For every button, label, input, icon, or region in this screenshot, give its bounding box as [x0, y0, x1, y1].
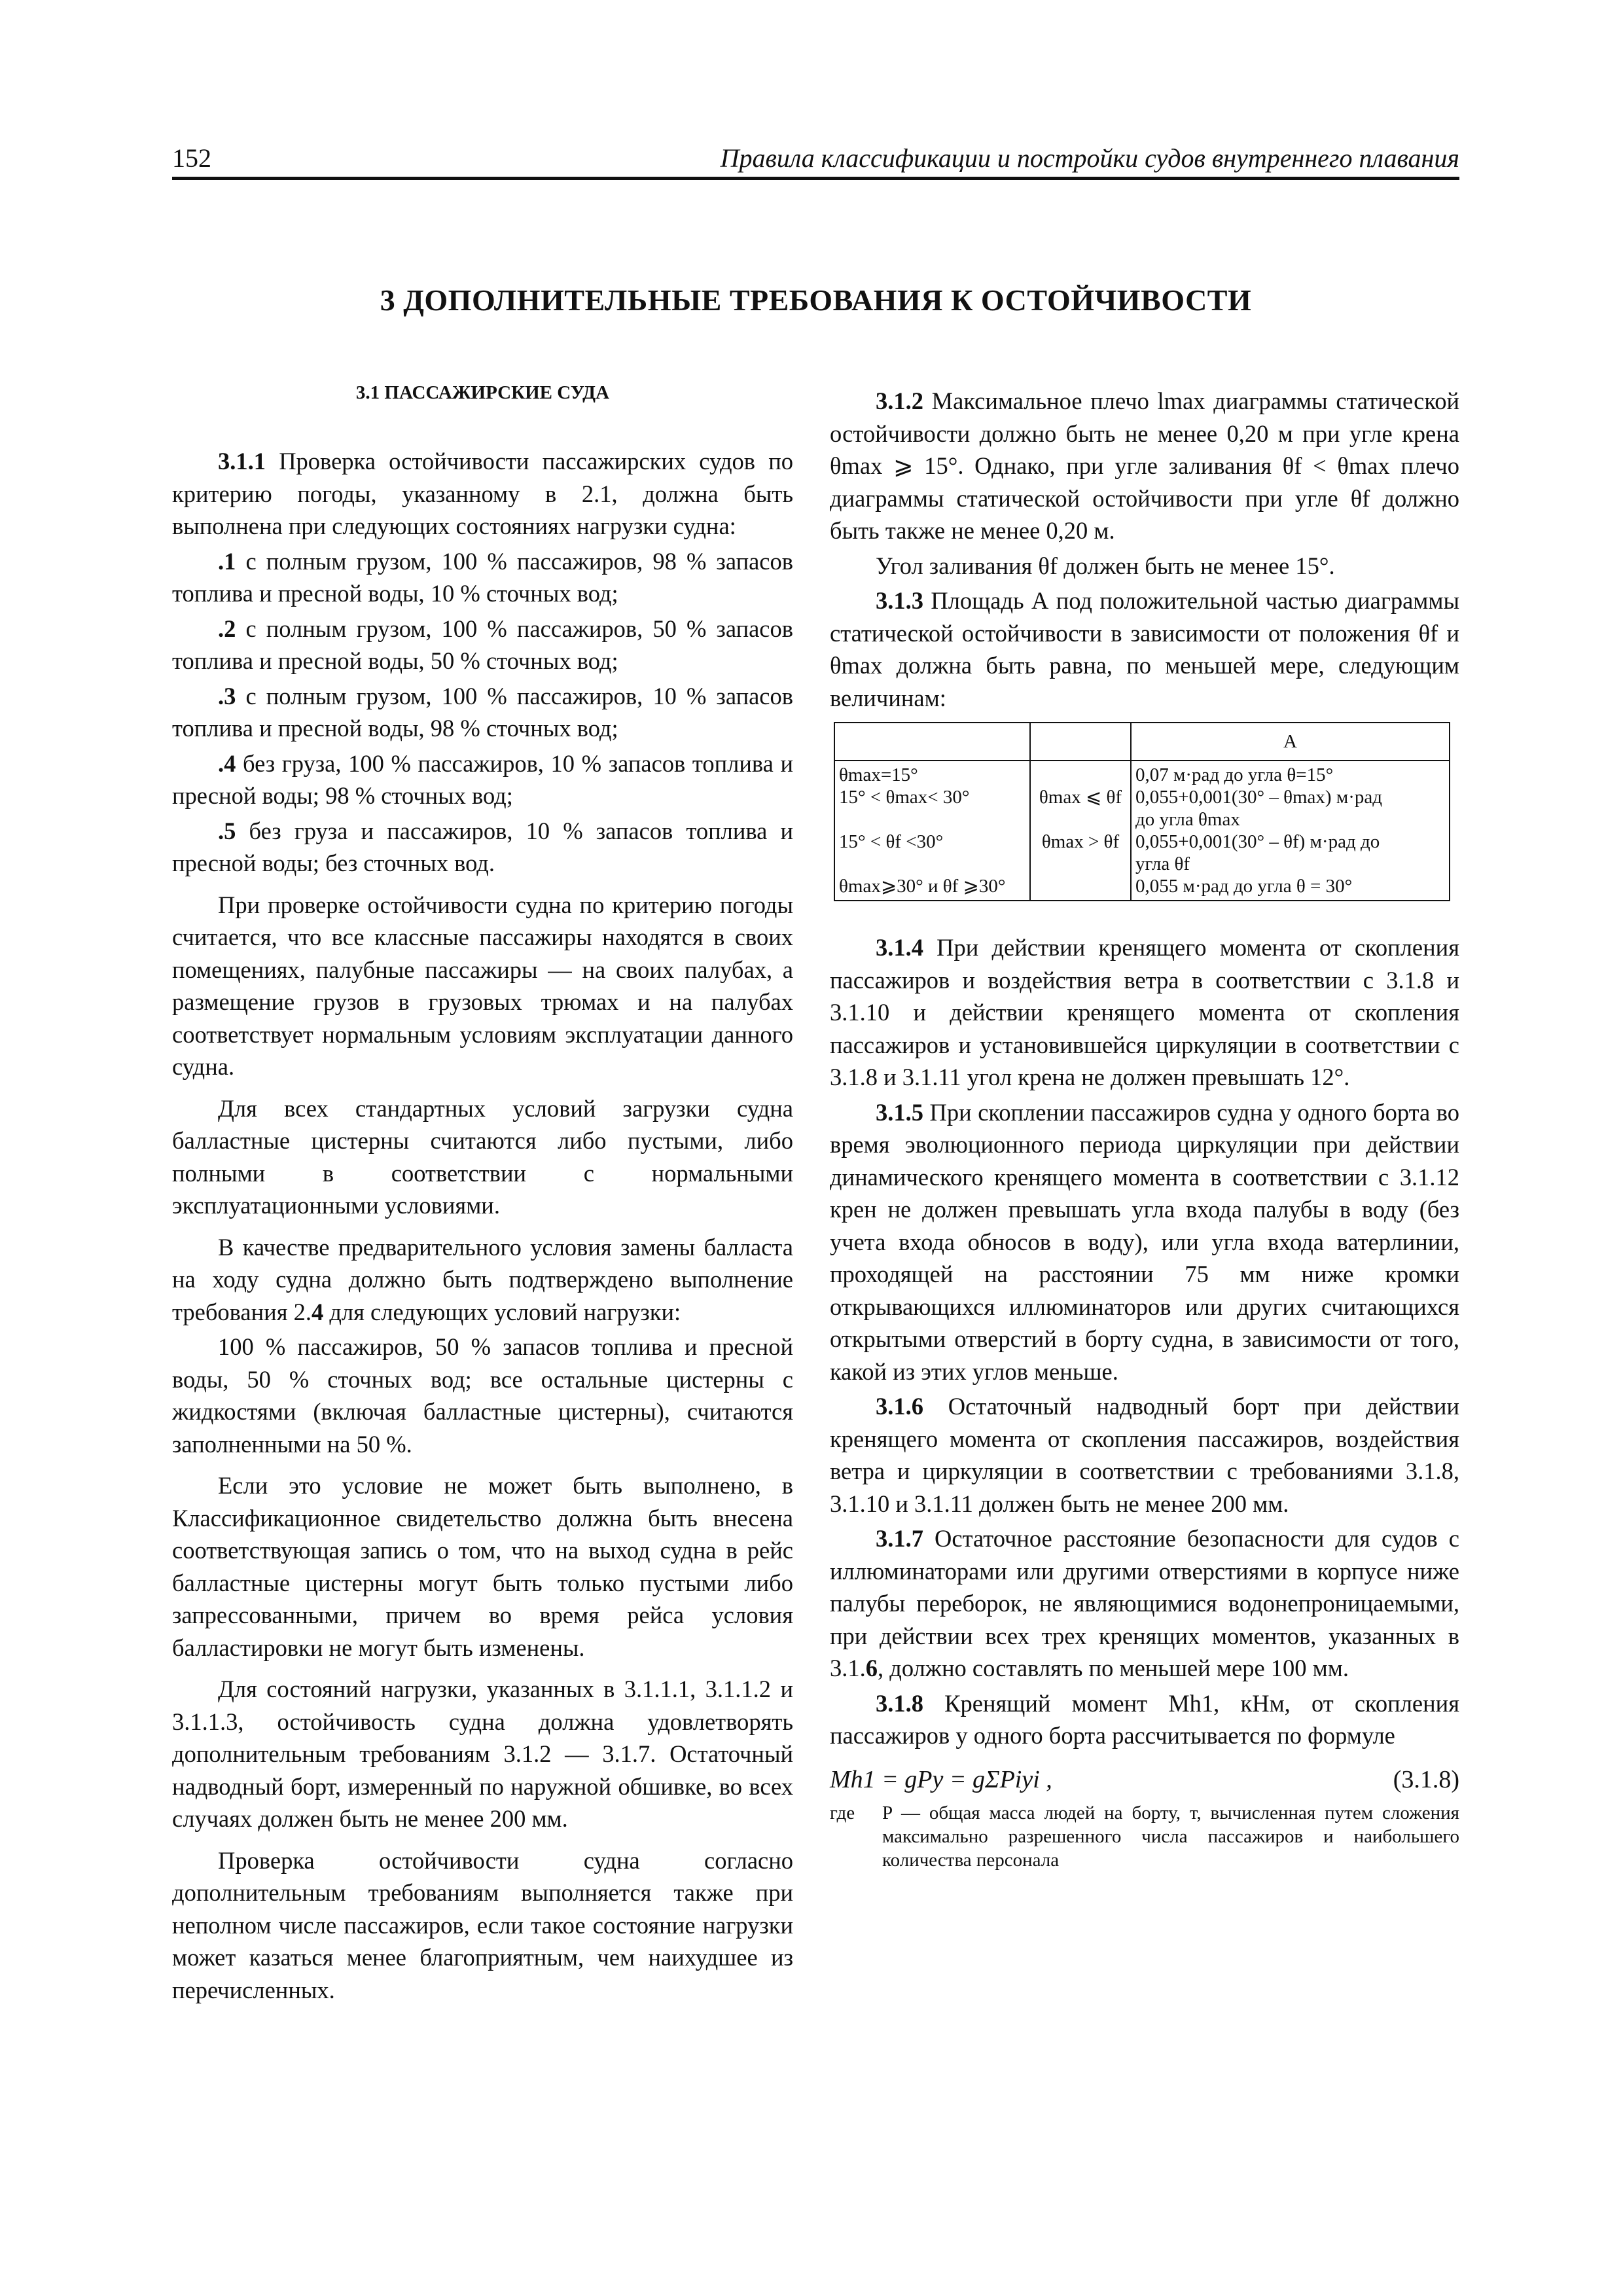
- paragraph: Для всех стандартных условий загрузки судна балластные цистерны считаются либо пустыми, либо полными в соответствии с нормальными эксплуатационными условиями.: [172, 1094, 793, 1219]
- paragraph-text: В качестве предварительного условия замены балласта на ходу судна должно быть подтверждено выполнение требования 2.: [172, 1233, 793, 1325]
- cell-line: θmax ⩽ θf: [1039, 787, 1122, 808]
- bold-ref: 6: [865, 1655, 878, 1681]
- cell-line: [1035, 808, 1126, 831]
- list-item: [172, 545, 793, 610]
- clause-number: 3.1.2: [876, 387, 923, 414]
- cell-line: [839, 853, 1026, 875]
- cell-line: 15° < θf <30°: [839, 831, 944, 852]
- paragraph-3-1-6: [830, 1390, 1459, 1520]
- item-number: .1: [218, 547, 236, 575]
- table-header-cell: [1030, 723, 1131, 761]
- paragraph-3-1-3: [830, 584, 1459, 714]
- paragraph: Угол заливания θf должен быть не менее 15°.: [876, 552, 1335, 579]
- table-header-cell: [834, 723, 1030, 761]
- bold-ref: 4: [311, 1298, 324, 1325]
- clause-number: 3.1.1: [218, 448, 266, 475]
- section-title: 3.1 ПАССАЖИРСКИЕ СУДА: [355, 382, 610, 403]
- table-header-row: [834, 723, 1450, 761]
- paragraph-text: Площадь А под положительной частью диаграммы статической остойчивости в зависимости от положения θf и θmax должна быть равна, по меньшей мере, следующим величинам:: [830, 587, 1459, 711]
- paragraph-3-1-4: [830, 931, 1459, 1094]
- item-number: .5: [218, 817, 236, 844]
- formula-number: (3.1.8): [1393, 1765, 1459, 1793]
- left-column: [172, 380, 793, 2009]
- paragraph-3-1-1: [172, 445, 793, 543]
- cell-line: 0,055 м·рад до угла θ = 30°: [1135, 876, 1353, 897]
- table-cell-condition: [834, 761, 1030, 901]
- paragraph-3-1-7: [830, 1522, 1459, 1685]
- paragraph-text: для следующих условий нагрузки:: [323, 1298, 681, 1325]
- cell-line: 0,055+0,001(30° – θf) м·рад до: [1135, 831, 1380, 852]
- list-item: [172, 815, 793, 880]
- cell-line: θmax > θf: [1041, 831, 1120, 852]
- table-header-cell: А: [1131, 723, 1450, 761]
- list-item: [172, 747, 793, 812]
- cell-line: [1035, 853, 1126, 875]
- cell-line: до угла θmax: [1135, 809, 1240, 830]
- item-number: .2: [218, 615, 236, 642]
- clause-number: 3.1.3: [876, 587, 923, 614]
- chapter-title: 3 ДОПОЛНИТЕЛЬНЫЕ ТРЕБОВАНИЯ К ОСТОЙЧИВОСТИ: [380, 283, 1252, 317]
- item-text: с полным грузом, 100 % пассажиров, 50 % запасов топлива и пресной воды, 50 % сточных вод;: [172, 615, 793, 674]
- formula-3-1-8: [830, 1764, 1459, 1797]
- where-text: P — общая масса людей на борту, т, вычисленная путем сложения максимально разрешенного числа пассажиров и наибольшего количества персонала: [882, 1803, 1459, 1871]
- paragraph: [172, 1231, 793, 1329]
- paragraph-text: Проверка остойчивости пассажирских судов по критерию погоды, указанному в 2.1, должна быть выполнена при следующих состояниях нагрузки судна:: [172, 448, 793, 539]
- spacer: [830, 901, 1459, 931]
- item-number: .4: [218, 749, 236, 777]
- item-text: с полным грузом, 100 % пассажиров, 10 % запасов топлива и пресной воды, 98 % сточных вод;: [172, 682, 793, 742]
- paragraph-text: При скоплении пассажиров судна у одного борта во время эволюционного периода циркуляции при действии динамического кренящего момента в соответствии с 3.1.12 крен не должен превышать угла входа палубы в воду (без учета входа обносов в воду), или угла входа ватерлинии, проходящей на расстоянии 75 мм ниже кромки открывающихся иллюминаторов или других считающихся открытыми отверстий в борту судна, в зависимости от того, какой из этих углов меньше.: [830, 1098, 1459, 1385]
- item-text: без груза, 100 % пассажиров, 10 % запасов топлива и пресной воды; 98 % сточных вод;: [172, 749, 793, 809]
- paragraph-text: При действии кренящего момента от скопления пассажиров и воздействия ветра в соответствии с 3.1.8 и 3.1.10 и действии кренящего момента от скопления пассажиров и установившейся циркуляции в соответствии с 3.1.8 и 3.1.11 угол крена не должен превышать 12°.: [830, 934, 1459, 1090]
- clause-number: 3.1.5: [876, 1098, 923, 1126]
- paragraph: Если это условие не может быть выполнено, в Классификационное свидетельство должна быть внесена соответствующая запись о том, что на выход судна в рейс балластные цистерны могут быть только пустыми либо запрессованными, причем во время рейса условия балластировки не могут быть изменены.: [172, 1472, 793, 1661]
- clause-number: 3.1.8: [876, 1689, 923, 1717]
- area-requirements-table: [834, 722, 1450, 901]
- paragraph: 100 % пассажиров, 50 % запасов топлива и пресной воды, 50 % сточных вод; все остальные цистерны с жидкостями (включая балластные цистерны), считаются заполненными на 50 %.: [172, 1333, 793, 1458]
- paragraph-text: Максимальное плечо lmax диаграммы статической остойчивости должно быть не менее 0,20 м при угле крена θmax ⩾ 15°. Однако, при угле заливания θf < θmax плечо диаграммы статической остойчивости при угле θf должно быть также не менее 0,20 м.: [830, 387, 1459, 544]
- paragraph: Проверка остойчивости судна согласно дополнительным требованиям выполняется также при неполном числе пассажиров, если такое состояние нагрузки может казаться менее благоприятным, чем наихудшее из перечисленных.: [172, 1846, 793, 2003]
- clause-number: 3.1.4: [876, 934, 923, 961]
- cell-line: угла θf: [1135, 853, 1190, 874]
- cell-line: θmax=15°: [839, 764, 918, 785]
- paragraph: Для состояний нагрузки, указанных в 3.1.1.1, 3.1.1.2 и 3.1.1.3, остойчивость судна должна удовлетворять дополнительным требованиям 3.1.2 — 3.1.7. Остаточный надводный борт, измеренный по наружной обшивке, во всех случаях должен быть не менее 200 мм.: [172, 1676, 793, 1832]
- right-column: [830, 385, 1459, 1872]
- list-item: [172, 680, 793, 745]
- item-text: с полным грузом, 100 % пассажиров, 98 % запасов топлива и пресной воды, 10 % сточных вод;: [172, 547, 793, 607]
- clause-number: 3.1.6: [876, 1393, 923, 1420]
- paragraph-3-1-5: [830, 1096, 1459, 1388]
- item-text: без груза и пассажиров, 10 % запасов топлива и пресной воды; без сточных вод.: [172, 817, 793, 876]
- running-title: Правила классификации и постройки судов внутреннего плавания: [720, 143, 1459, 173]
- paragraph-3-1-8: [830, 1687, 1459, 1752]
- table-row: [834, 761, 1450, 901]
- page-header: [172, 143, 1459, 177]
- paragraph-3-1-2: [830, 385, 1459, 547]
- cell-line: [1035, 875, 1126, 897]
- table-cell-relation: [1030, 761, 1131, 901]
- cell-line: [1035, 764, 1126, 786]
- paragraph-text: , должно составлять по меньшей мере 100 мм.: [878, 1655, 1349, 1681]
- clause-number: 3.1.7: [876, 1525, 923, 1552]
- header-rule: [172, 177, 1459, 180]
- paragraph-text: Остаточный надводный борт при действии кренящего момента от скопления пассажиров, воздействия ветра и циркуляции в соответствии с требованиями 3.1.8, 3.1.10 и 3.1.11 должен быть не менее 200 мм.: [830, 1393, 1459, 1517]
- where-label: где: [830, 1803, 855, 1823]
- cell-line: θmax⩾30° и θf ⩾30°: [839, 876, 1006, 897]
- table-cell-area: [1131, 761, 1450, 901]
- formula-legend: [830, 1801, 1459, 1872]
- cell-line: 0,07 м·рад до угла θ=15°: [1135, 764, 1334, 785]
- paragraph-text: Кренящий момент Mh1, кНм, от скопления пассажиров у одного борта рассчитывается по формуле: [830, 1689, 1459, 1749]
- paragraph: При проверке остойчивости судна по критерию погоды считается, что все классные пассажиры находятся в своих помещениях, палубные пассажиры — на своих палубах, а размещение грузов в грузовых трюмах и на палубах соответствует нормальным условиям эксплуатации данного судна.: [172, 891, 793, 1080]
- formula-expression: Mh1 = gPy = gΣPiyi ,: [830, 1765, 1052, 1793]
- page-number: 152: [172, 143, 211, 173]
- cell-line: 0,055+0,001(30° – θmax) м·рад: [1135, 787, 1382, 808]
- cell-line: 15° < θmax< 30°: [839, 787, 970, 808]
- cell-line: [839, 808, 1026, 831]
- list-item: [172, 613, 793, 677]
- paragraph-text: Остаточное расстояние безопасности для судов с иллюминаторами или другими отверстиями в корпусе ниже палубы переборок, не являющимися водонепроницаемыми, при действии всех трех кренящих моментов, указанных в 3.1.: [830, 1525, 1459, 1681]
- item-number: .3: [218, 682, 236, 709]
